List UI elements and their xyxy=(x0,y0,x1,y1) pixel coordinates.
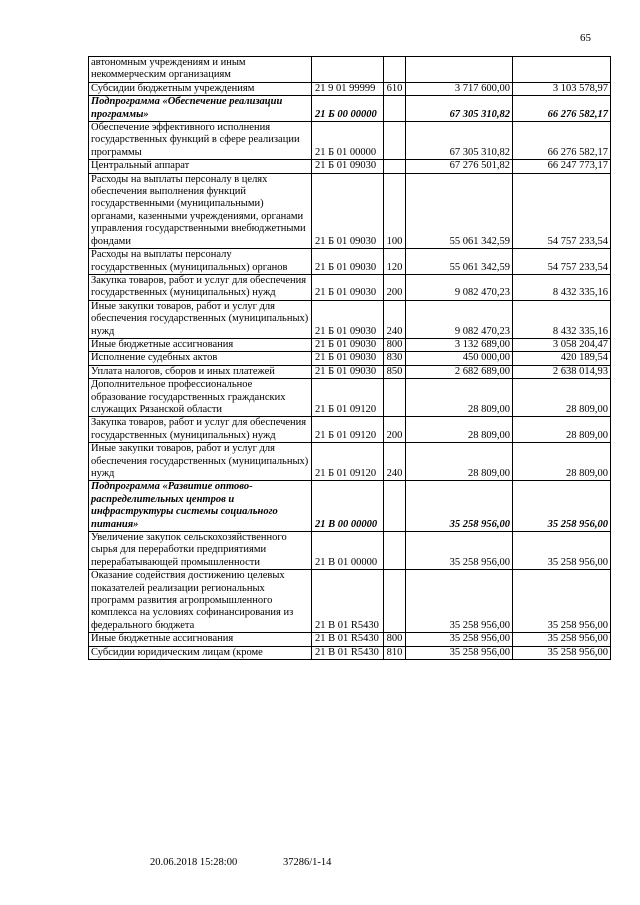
target-article-code-cell: 21 В 01 R5430 xyxy=(312,570,384,633)
planned-amount-cell: 35 258 956,00 xyxy=(406,646,513,659)
planned-amount-cell: 55 061 342,59 xyxy=(406,173,513,248)
executed-amount-cell: 66 276 582,17 xyxy=(513,122,611,160)
planned-amount-cell: 35 258 956,00 xyxy=(406,633,513,646)
planned-amount-cell: 28 809,00 xyxy=(406,379,513,417)
executed-amount-cell: 420 189,54 xyxy=(513,352,611,365)
executed-amount-cell: 66 276 582,17 xyxy=(513,96,611,122)
expense-name-cell: Исполнение судебных актов xyxy=(89,352,312,365)
expense-type-code-cell xyxy=(384,122,406,160)
expense-name-cell: Субсидии бюджетным учреждениям xyxy=(89,82,312,95)
expense-type-code-cell: 200 xyxy=(384,274,406,300)
table-row xyxy=(89,443,611,481)
planned-amount-cell: 9 082 470,23 xyxy=(406,274,513,300)
page-number: 65 xyxy=(580,32,591,44)
footer-timestamp: 20.06.2018 15:28:00 xyxy=(150,857,238,868)
target-article-code-cell: 21 Б 00 00000 xyxy=(312,96,384,122)
expense-name-cell: Уплата налогов, сборов и иных платежей xyxy=(89,365,312,378)
expense-type-code-cell: 100 xyxy=(384,173,406,248)
target-article-code-cell: 21 Б 01 09030 xyxy=(312,173,384,248)
target-article-code-cell: 21 Б 01 09120 xyxy=(312,379,384,417)
target-article-code-cell: 21 Б 01 00000 xyxy=(312,122,384,160)
executed-amount-cell: 8 432 335,16 xyxy=(513,300,611,338)
table-row xyxy=(89,646,611,659)
table-row xyxy=(89,365,611,378)
executed-amount-cell: 28 809,00 xyxy=(513,443,611,481)
executed-amount-cell: 2 638 014,93 xyxy=(513,365,611,378)
expense-name-cell: Подпрограмма «Обеспечение реализации программы» xyxy=(89,96,312,122)
expense-type-code-cell: 200 xyxy=(384,417,406,443)
executed-amount-cell: 54 757 233,54 xyxy=(513,173,611,248)
table-row xyxy=(89,481,611,532)
expense-name-cell: Подпрограмма «Развитие оптово-распределительных центров и инфраструктуры системы социального питания» xyxy=(89,481,312,532)
table-row xyxy=(89,532,611,570)
executed-amount-cell: 35 258 956,00 xyxy=(513,570,611,633)
table-row xyxy=(89,633,611,646)
executed-amount-cell: 28 809,00 xyxy=(513,417,611,443)
expense-type-code-cell: 800 xyxy=(384,338,406,351)
expense-name-cell: Оказание содействия достижению целевых показателей реализации региональных программ развития агропромышленного комплекса на условиях софинансирования из федерального бюджета xyxy=(89,570,312,633)
target-article-code-cell: 21 Б 01 09030 xyxy=(312,352,384,365)
planned-amount-cell: 35 258 956,00 xyxy=(406,532,513,570)
target-article-code-cell: 21 Б 01 09030 xyxy=(312,160,384,173)
planned-amount-cell: 67 276 501,82 xyxy=(406,160,513,173)
expense-type-code-cell: 800 xyxy=(384,633,406,646)
budget-table-body xyxy=(89,57,611,660)
expense-type-code-cell: 830 xyxy=(384,352,406,365)
executed-amount-cell: 3 103 578,97 xyxy=(513,82,611,95)
footer-document-code: 37286/1-14 xyxy=(283,857,332,868)
target-article-code-cell: 21 В 00 00000 xyxy=(312,481,384,532)
planned-amount-cell xyxy=(406,57,513,83)
table-row xyxy=(89,352,611,365)
executed-amount-cell: 28 809,00 xyxy=(513,379,611,417)
expense-type-code-cell: 610 xyxy=(384,82,406,95)
budget-table xyxy=(88,56,611,660)
target-article-code-cell: 21 Б 01 09030 xyxy=(312,338,384,351)
executed-amount-cell: 54 757 233,54 xyxy=(513,249,611,275)
expense-type-code-cell xyxy=(384,532,406,570)
table-row xyxy=(89,82,611,95)
target-article-code-cell: 21 Б 01 09030 xyxy=(312,300,384,338)
table-row xyxy=(89,379,611,417)
expense-type-code-cell: 240 xyxy=(384,300,406,338)
expense-name-cell: Иные закупки товаров, работ и услуг для обеспечения государственных (муниципальных) нужд xyxy=(89,300,312,338)
target-article-code-cell: 21 Б 01 09030 xyxy=(312,274,384,300)
planned-amount-cell: 28 809,00 xyxy=(406,417,513,443)
target-article-code-cell: 21 9 01 99999 xyxy=(312,82,384,95)
planned-amount-cell: 67 305 310,82 xyxy=(406,96,513,122)
executed-amount-cell: 8 432 335,16 xyxy=(513,274,611,300)
target-article-code-cell: 21 Б 01 09030 xyxy=(312,365,384,378)
table-row xyxy=(89,160,611,173)
expense-type-code-cell: 240 xyxy=(384,443,406,481)
planned-amount-cell: 9 082 470,23 xyxy=(406,300,513,338)
expense-type-code-cell xyxy=(384,379,406,417)
planned-amount-cell: 67 305 310,82 xyxy=(406,122,513,160)
target-article-code-cell: 21 Б 01 09030 xyxy=(312,249,384,275)
table-row xyxy=(89,417,611,443)
planned-amount-cell: 35 258 956,00 xyxy=(406,481,513,532)
expense-type-code-cell xyxy=(384,57,406,83)
expense-name-cell: Субсидии юридическим лицам (кроме xyxy=(89,646,312,659)
expense-type-code-cell xyxy=(384,570,406,633)
expense-type-code-cell: 850 xyxy=(384,365,406,378)
expense-type-code-cell xyxy=(384,481,406,532)
executed-amount-cell: 35 258 956,00 xyxy=(513,633,611,646)
target-article-code-cell: 21 Б 01 09120 xyxy=(312,417,384,443)
table-row xyxy=(89,173,611,248)
expense-name-cell: Иные закупки товаров, работ и услуг для обеспечения государственных (муниципальных) нужд xyxy=(89,443,312,481)
table-row xyxy=(89,300,611,338)
target-article-code-cell: 21 В 01 R5430 xyxy=(312,646,384,659)
expense-name-cell: Иные бюджетные ассигнования xyxy=(89,338,312,351)
planned-amount-cell: 28 809,00 xyxy=(406,443,513,481)
executed-amount-cell: 35 258 956,00 xyxy=(513,532,611,570)
expense-type-code-cell: 120 xyxy=(384,249,406,275)
expense-name-cell: Обеспечение эффективного исполнения государственных функций в сфере реализации программы xyxy=(89,122,312,160)
table-row xyxy=(89,122,611,160)
table-row xyxy=(89,338,611,351)
executed-amount-cell: 35 258 956,00 xyxy=(513,481,611,532)
planned-amount-cell: 3 717 600,00 xyxy=(406,82,513,95)
expense-name-cell: Закупка товаров, работ и услуг для обеспечения государственных (муниципальных) нужд xyxy=(89,274,312,300)
planned-amount-cell: 55 061 342,59 xyxy=(406,249,513,275)
planned-amount-cell: 450 000,00 xyxy=(406,352,513,365)
expense-name-cell: Увеличение закупок сельскохозяйственного сырья для переработки предприятиями перерабатывающей промышленности xyxy=(89,532,312,570)
table-row xyxy=(89,57,611,83)
executed-amount-cell: 66 247 773,17 xyxy=(513,160,611,173)
table-row xyxy=(89,274,611,300)
executed-amount-cell: 35 258 956,00 xyxy=(513,646,611,659)
executed-amount-cell xyxy=(513,57,611,83)
expense-name-cell: Расходы на выплаты персоналу в целях обеспечения выполнения функций государственными (муниципальными) органами, казенными учреждениями, органами управления государственными внебюджетными фондами xyxy=(89,173,312,248)
expense-type-code-cell xyxy=(384,96,406,122)
planned-amount-cell: 2 682 689,00 xyxy=(406,365,513,378)
expense-type-code-cell: 810 xyxy=(384,646,406,659)
target-article-code-cell: 21 В 01 R5430 xyxy=(312,633,384,646)
target-article-code-cell: 21 В 01 00000 xyxy=(312,532,384,570)
expense-type-code-cell xyxy=(384,160,406,173)
planned-amount-cell: 3 132 689,00 xyxy=(406,338,513,351)
expense-name-cell: Дополнительное профессиональное образование государственных гражданских служащих Рязанской области xyxy=(89,379,312,417)
table-row xyxy=(89,96,611,122)
planned-amount-cell: 35 258 956,00 xyxy=(406,570,513,633)
executed-amount-cell: 3 058 204,47 xyxy=(513,338,611,351)
expense-name-cell: Центральный аппарат xyxy=(89,160,312,173)
target-article-code-cell: 21 Б 01 09120 xyxy=(312,443,384,481)
expense-name-cell: автономным учреждениям и иным некоммерческим организациям xyxy=(89,57,312,83)
target-article-code-cell xyxy=(312,57,384,83)
expense-name-cell: Иные бюджетные ассигнования xyxy=(89,633,312,646)
table-row xyxy=(89,249,611,275)
table-row xyxy=(89,570,611,633)
expense-name-cell: Закупка товаров, работ и услуг для обеспечения государственных (муниципальных) нужд xyxy=(89,417,312,443)
expense-name-cell: Расходы на выплаты персоналу государственных (муниципальных) органов xyxy=(89,249,312,275)
